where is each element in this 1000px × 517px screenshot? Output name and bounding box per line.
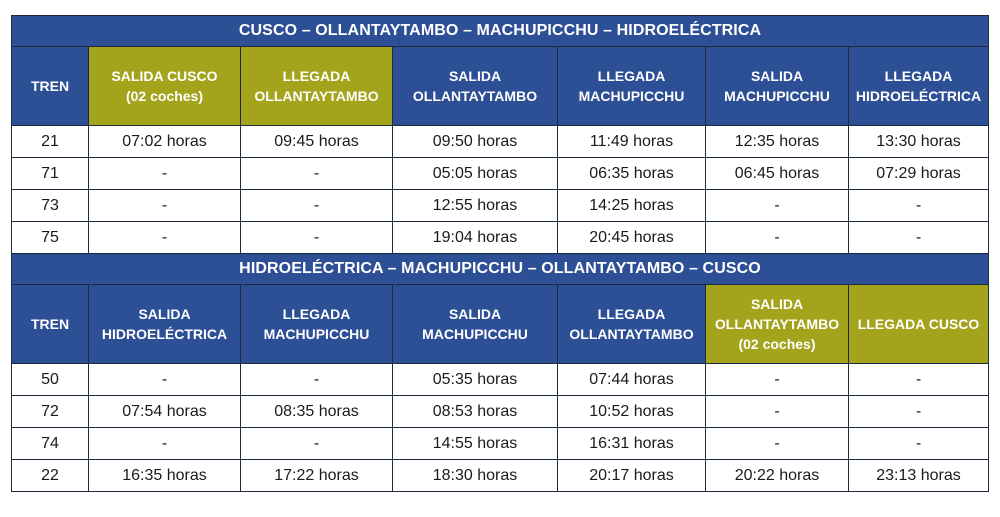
train-number-cell: 50: [12, 364, 89, 396]
train-schedule-table: [11, 15, 989, 492]
column-header-line: MACHUPICCHU: [422, 326, 528, 342]
column-header-line: HIDROELÉCTRICA: [855, 88, 982, 104]
column-header-line: LLEGADA: [884, 68, 953, 84]
time-cell: -: [849, 190, 989, 222]
time-cell: 12:35 horas: [706, 126, 849, 158]
column-header-line: TREN: [30, 78, 70, 94]
table-row: [12, 126, 989, 158]
table-row: [12, 396, 989, 428]
column-header: [558, 47, 706, 126]
time-cell: -: [241, 364, 393, 396]
column-header: [241, 47, 393, 126]
column-header-line: TREN: [30, 316, 70, 332]
column-header: [241, 285, 393, 364]
train-number-cell: 71: [12, 158, 89, 190]
time-cell: -: [241, 222, 393, 254]
table-row: [12, 222, 989, 254]
time-cell: 19:04 horas: [393, 222, 558, 254]
column-header-line: OLLANTAYTAMBO: [714, 316, 840, 332]
time-cell: 06:45 horas: [706, 158, 849, 190]
column-header-line: MACHUPICCHU: [724, 88, 830, 104]
time-cell: -: [89, 158, 241, 190]
outbound-route-title: CUSCO – OLLANTAYTAMBO – MACHUPICCHU – HIDROELÉCTRICA: [12, 16, 989, 47]
column-header: [849, 47, 989, 126]
table-row: [12, 428, 989, 460]
time-cell: -: [89, 222, 241, 254]
outbound-title-row: [12, 16, 989, 47]
time-cell: -: [706, 190, 849, 222]
time-cell: 14:55 horas: [393, 428, 558, 460]
time-cell: -: [241, 158, 393, 190]
time-cell: -: [89, 428, 241, 460]
time-cell: -: [849, 222, 989, 254]
time-cell: 10:52 horas: [558, 396, 706, 428]
time-cell: 20:22 horas: [706, 460, 849, 492]
column-header-line: MACHUPICCHU: [263, 326, 370, 342]
train-number-cell: 74: [12, 428, 89, 460]
table-row: [12, 364, 989, 396]
table-row: [12, 158, 989, 190]
column-header: [393, 285, 558, 364]
train-number-cell: 22: [12, 460, 89, 492]
column-header-line: LLEGADA: [597, 68, 666, 84]
time-cell: 17:22 horas: [241, 460, 393, 492]
table-row: [12, 190, 989, 222]
time-cell: -: [89, 190, 241, 222]
column-header-line: OLLANTAYTAMBO: [254, 88, 379, 104]
train-number-cell: 75: [12, 222, 89, 254]
time-cell: 07:54 horas: [89, 396, 241, 428]
column-header: [393, 47, 558, 126]
column-header-line: OLLANTAYTAMBO: [412, 88, 538, 104]
column-header-line: SALIDA CUSCO: [111, 68, 218, 84]
column-header: [12, 285, 89, 364]
time-cell: 14:25 horas: [558, 190, 706, 222]
time-cell: -: [706, 222, 849, 254]
time-cell: 20:45 horas: [558, 222, 706, 254]
column-header-line: HIDROELÉCTRICA: [101, 326, 228, 342]
timetable: [11, 15, 988, 492]
column-header-line: LLEGADA: [282, 306, 351, 322]
column-header-line: SALIDA: [750, 296, 804, 312]
time-cell: -: [849, 428, 989, 460]
time-cell: -: [706, 396, 849, 428]
column-header-line: LLEGADA: [282, 68, 351, 84]
column-header-line: OLLANTAYTAMBO: [569, 326, 694, 342]
column-header: [706, 285, 849, 364]
time-cell: 13:30 horas: [849, 126, 989, 158]
time-cell: -: [849, 396, 989, 428]
column-header-line: SALIDA: [448, 306, 502, 322]
column-header-line: SALIDA: [448, 68, 502, 84]
column-header-line: (02 coches): [125, 88, 204, 104]
time-cell: 16:31 horas: [558, 428, 706, 460]
schedule-body: [12, 16, 989, 492]
return-route-title: HIDROELÉCTRICA – MACHUPICCHU – OLLANTAYTAMBO – CUSCO: [12, 254, 989, 285]
column-header-line: SALIDA: [138, 306, 191, 322]
column-header-line: LLEGADA CUSCO: [857, 316, 980, 332]
column-header-line: (02 coches): [738, 336, 816, 352]
table-row: [12, 460, 989, 492]
time-cell: 08:35 horas: [241, 396, 393, 428]
time-cell: 23:13 horas: [849, 460, 989, 492]
column-header: [849, 285, 989, 364]
time-cell: 05:05 horas: [393, 158, 558, 190]
time-cell: -: [706, 428, 849, 460]
column-header-line: LLEGADA: [597, 306, 666, 322]
return-title-row: [12, 254, 989, 285]
return-header-row: [12, 285, 989, 364]
time-cell: 20:17 horas: [558, 460, 706, 492]
column-header: [89, 47, 241, 126]
time-cell: 08:53 horas: [393, 396, 558, 428]
time-cell: 12:55 horas: [393, 190, 558, 222]
time-cell: 07:29 horas: [849, 158, 989, 190]
time-cell: 09:45 horas: [241, 126, 393, 158]
column-header: [89, 285, 241, 364]
column-header-line: MACHUPICCHU: [578, 88, 685, 104]
time-cell: 07:02 horas: [89, 126, 241, 158]
column-header: [12, 47, 89, 126]
train-number-cell: 73: [12, 190, 89, 222]
column-header-line: SALIDA: [750, 68, 804, 84]
time-cell: 05:35 horas: [393, 364, 558, 396]
train-number-cell: 21: [12, 126, 89, 158]
time-cell: -: [241, 428, 393, 460]
time-cell: -: [706, 364, 849, 396]
time-cell: 07:44 horas: [558, 364, 706, 396]
time-cell: -: [89, 364, 241, 396]
time-cell: 09:50 horas: [393, 126, 558, 158]
time-cell: 06:35 horas: [558, 158, 706, 190]
column-header: [558, 285, 706, 364]
train-number-cell: 72: [12, 396, 89, 428]
time-cell: -: [241, 190, 393, 222]
outbound-header-row: [12, 47, 989, 126]
column-header: [706, 47, 849, 126]
time-cell: 11:49 horas: [558, 126, 706, 158]
time-cell: 16:35 horas: [89, 460, 241, 492]
time-cell: -: [849, 364, 989, 396]
time-cell: 18:30 horas: [393, 460, 558, 492]
